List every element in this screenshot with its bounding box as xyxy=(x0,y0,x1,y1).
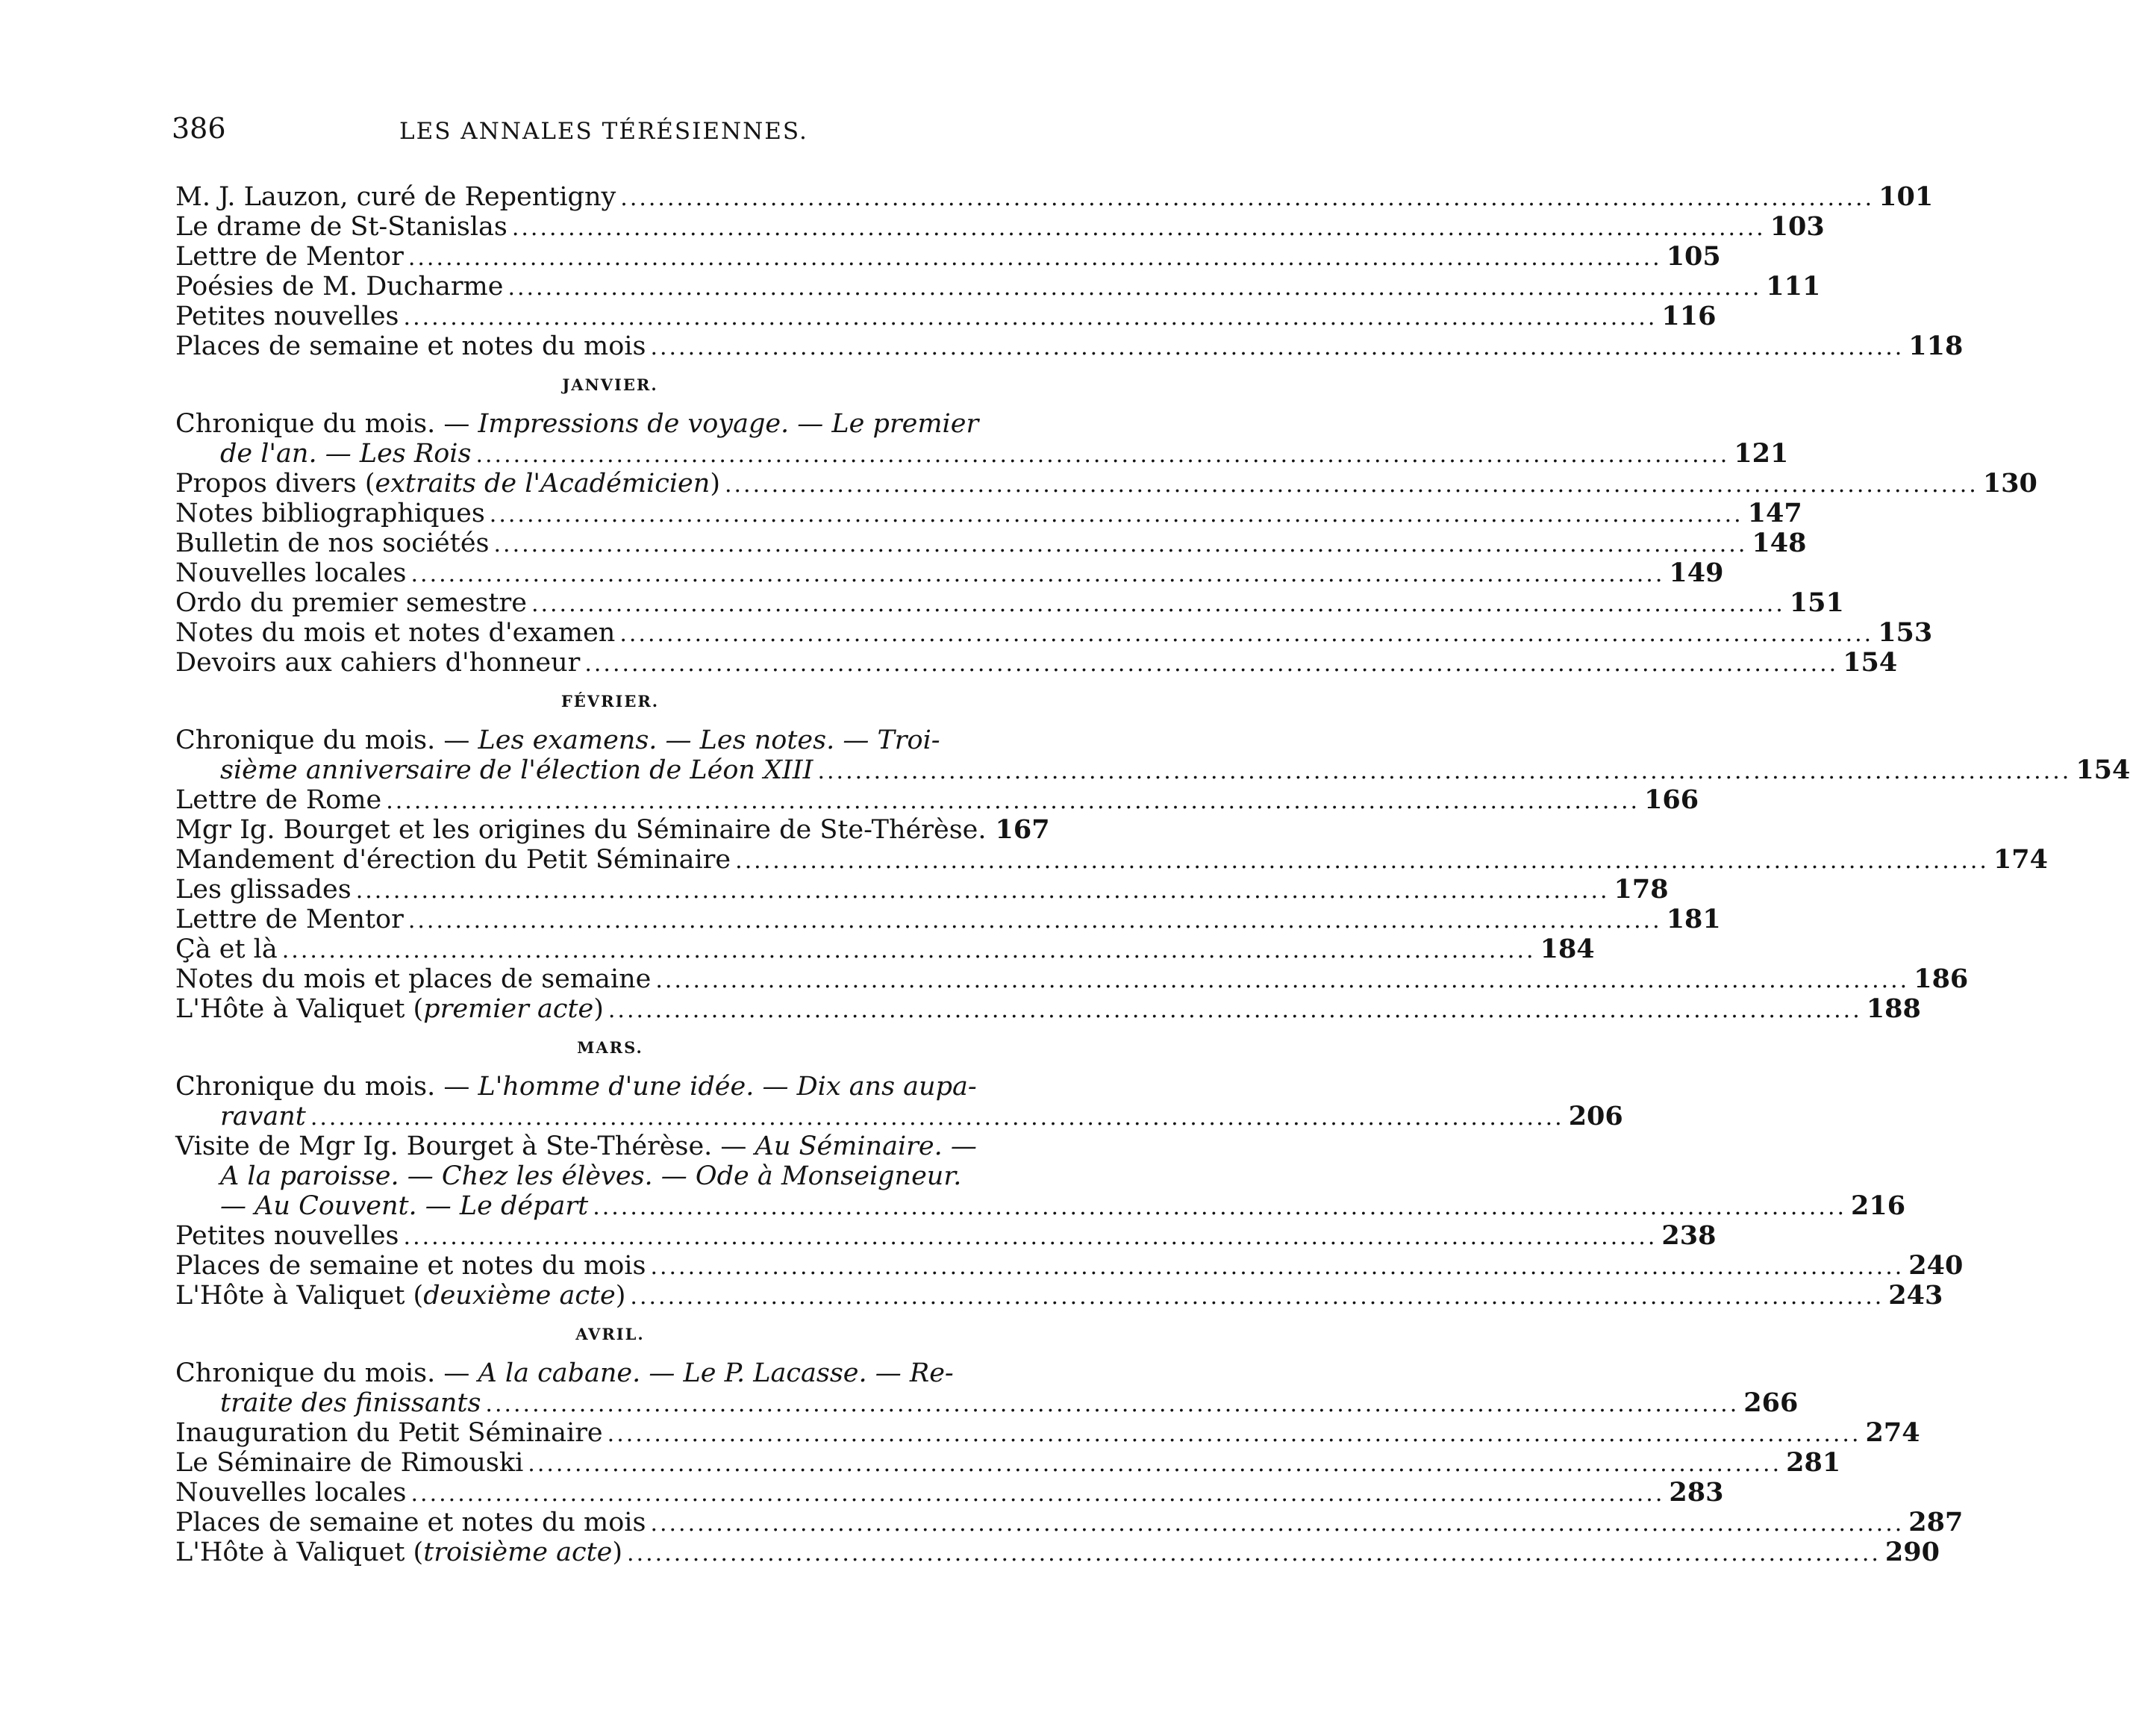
page-ref: 181 xyxy=(1666,904,1721,934)
toc-entry: Propos divers (extraits de l'Académicien) ..... 130 xyxy=(175,469,1030,499)
dot-leader xyxy=(619,619,1873,649)
toc-entry-chronique: Chronique du mois. — Les examens. — Les notes. — Troi- xyxy=(175,725,940,755)
page-ref: 216 xyxy=(1851,1190,1906,1221)
dot-leader xyxy=(608,1420,1861,1449)
toc-entry-chronique: Chronique du mois. — A la cabane. — Le P. Lacasse. — Re- xyxy=(175,1358,954,1388)
page-ref: 186 xyxy=(1914,964,1969,994)
toc-entry: Nouvelles locales ..... 283 xyxy=(175,1478,1030,1508)
page-ref: 151 xyxy=(1789,587,1844,618)
toc-entry: Notes du mois et places de semaine ..... 186 xyxy=(175,964,1030,994)
dot-leader xyxy=(528,1449,1781,1479)
toc-entry: Places de semaine et notes du mois ..... 287 xyxy=(175,1508,1030,1537)
toc-entry: Inauguration du Petit Séminaire ..... 274 xyxy=(175,1418,1030,1448)
toc-entry: M. J. Lauzon, curé de Repentigny ..... 101 xyxy=(175,182,1030,212)
page-ref: 130 xyxy=(1982,468,2037,499)
dot-leader xyxy=(655,966,1909,996)
dot-leader xyxy=(650,333,1904,363)
page-ref: 287 xyxy=(1908,1507,1964,1537)
section-heading-fevrier: FÉVRIER. xyxy=(560,692,660,711)
dot-leader xyxy=(650,1252,1904,1282)
toc-entry-continuation: de l'an. — Les Rois ..... 121 xyxy=(175,439,1030,469)
dot-leader xyxy=(490,500,1743,530)
dot-leader xyxy=(411,1479,1665,1509)
toc-entry-chronique: Chronique du mois. — L'homme d'une idée. — Dix ans aupa- xyxy=(175,1072,977,1102)
page-ref: 206 xyxy=(1568,1101,1623,1131)
toc-entry: Poésies de M. Ducharme ..... 111 xyxy=(175,272,1030,302)
toc-entry: Lettre de Mentor ..... 181 xyxy=(175,905,1030,934)
dot-leader xyxy=(408,243,1662,273)
page-ref: 188 xyxy=(1866,993,1921,1024)
toc-entry: Notes bibliographiques ..... 147 xyxy=(175,499,1030,528)
toc-entry-chronique: Chronique du mois. — Impressions de voyage. — Le premier xyxy=(175,409,979,439)
dot-leader xyxy=(282,936,1536,966)
toc-entry: Le drame de St-Stanislas ..... 103 xyxy=(175,212,1030,242)
page-ref: 281 xyxy=(1786,1447,1841,1478)
dot-leader xyxy=(408,906,1662,936)
page-ref: 148 xyxy=(1752,528,1807,558)
dot-leader xyxy=(630,1282,1884,1312)
page-ref: 149 xyxy=(1669,558,1724,588)
dot-leader xyxy=(620,184,1874,213)
page-ref: 105 xyxy=(1666,241,1721,272)
toc-entry-continuation: A la paroisse. — Chez les élèves. — Ode à Monseigneur. xyxy=(220,1161,962,1191)
dot-leader xyxy=(494,530,1748,560)
toc-entry: Les glissades ..... 178 xyxy=(175,875,1030,905)
dot-leader xyxy=(627,1539,1881,1569)
section-heading-janvier: JANVIER. xyxy=(562,375,658,394)
page-ref: 154 xyxy=(2076,755,2130,785)
page-ref: 154 xyxy=(1843,647,1898,678)
toc-entry-visite: Visite de Mgr Ig. Bourget à Ste-Thérèse. — Au Séminaire. — xyxy=(175,1131,977,1161)
page-header xyxy=(172,112,858,149)
dot-leader xyxy=(411,560,1665,590)
dot-leader xyxy=(404,1223,1658,1252)
dot-leader xyxy=(531,590,1785,619)
dot-leader xyxy=(817,757,2071,787)
page-ref: 184 xyxy=(1540,934,1595,964)
page-ref: 118 xyxy=(1908,331,1964,361)
page-ref: 283 xyxy=(1669,1477,1724,1508)
toc-entry: Places de semaine et notes du mois ..... 240 xyxy=(175,1251,1030,1281)
dot-leader xyxy=(356,876,1610,906)
page-ref: 174 xyxy=(1993,844,2049,875)
toc-entry: Places de semaine et notes du mois ..... 118 xyxy=(175,331,1030,361)
toc-entry: Petites nouvelles ..... 238 xyxy=(175,1221,1030,1251)
dot-leader xyxy=(485,1390,1739,1420)
toc-entry: Lettre de Mentor ..... 105 xyxy=(175,242,1030,272)
dot-leader xyxy=(386,787,1640,817)
toc-entry: Mgr Ig. Bourget et les origines du Séminaire de Ste-Thérèse. 167 xyxy=(175,814,1050,845)
toc-entry: Notes du mois et notes d'examen ..... 153 xyxy=(175,618,1030,648)
table-of-contents xyxy=(175,181,2130,1567)
dot-leader xyxy=(725,470,1978,500)
page-ref: 274 xyxy=(1865,1417,1920,1448)
dot-leader xyxy=(404,303,1658,333)
dot-leader xyxy=(593,1193,1846,1223)
dot-leader xyxy=(310,1103,1564,1133)
toc-entry: Devoirs aux cahiers d'honneur ..... 154 xyxy=(175,648,1030,678)
dot-leader xyxy=(584,649,1838,679)
running-title: LES ANNALES TÉRÉSIENNES. xyxy=(399,118,808,145)
page-ref: 290 xyxy=(1884,1537,1940,1567)
page-ref: 147 xyxy=(1747,498,1802,528)
section-heading-avril: AVRIL. xyxy=(575,1325,645,1343)
toc-entry-continuation: — Au Couvent. — Le départ ..... 216 xyxy=(175,1191,1030,1221)
page-ref: 167 xyxy=(995,814,1050,845)
toc-entry: Çà et là ..... 184 xyxy=(175,934,1030,964)
dot-leader xyxy=(735,846,1989,876)
toc-entry: Nouvelles locales ..... 149 xyxy=(175,558,1030,588)
page-ref: 166 xyxy=(1644,784,1699,815)
dot-leader xyxy=(512,213,1766,243)
toc-entry: Bulletin de nos sociétés ..... 148 xyxy=(175,528,1030,558)
toc-entry-continuation: sième anniversaire de l'élection de Léon XIII ..... 154 xyxy=(175,755,1030,785)
page-ref: 101 xyxy=(1878,181,1934,212)
section-heading-mars: MARS. xyxy=(577,1038,643,1057)
toc-entry: Ordo du premier semestre ..... 151 xyxy=(175,588,1030,618)
page-ref: 103 xyxy=(1770,211,1825,242)
page-ref: 266 xyxy=(1743,1387,1799,1418)
page-ref: 121 xyxy=(1734,438,1789,469)
dot-leader xyxy=(507,273,1761,303)
toc-entry: Petites nouvelles ..... 116 xyxy=(175,302,1030,331)
dot-leader xyxy=(475,440,1729,470)
page-ref: 178 xyxy=(1614,874,1669,905)
page-ref: 153 xyxy=(1878,617,1933,648)
toc-entry: Le Séminaire de Rimouski ..... 281 xyxy=(175,1448,1030,1478)
dot-leader xyxy=(650,1509,1904,1539)
dot-leader xyxy=(608,996,1862,1025)
toc-entry: L'Hôte à Valiquet (premier acte) ..... 188 xyxy=(175,994,1030,1024)
page-ref: 111 xyxy=(1766,271,1821,302)
toc-entry: Lettre de Rome ..... 166 xyxy=(175,785,1030,815)
toc-entry-continuation: traite des finissants ..... 266 xyxy=(175,1388,1030,1418)
page-ref: 240 xyxy=(1908,1250,1964,1281)
page-number: 386 xyxy=(172,112,226,145)
toc-entry: L'Hôte à Valiquet (deuxième acte) ..... 243 xyxy=(175,1281,1030,1311)
page-ref: 238 xyxy=(1661,1220,1717,1251)
page-ref: 243 xyxy=(1888,1280,1943,1311)
toc-entry: L'Hôte à Valiquet (troisième acte) ..... 290 xyxy=(175,1537,1030,1567)
page-ref: 116 xyxy=(1661,301,1717,331)
toc-entry: Mandement d'érection du Petit Séminaire ..... 174 xyxy=(175,845,1030,875)
toc-entry-continuation: ravant ..... 206 xyxy=(175,1102,1030,1131)
